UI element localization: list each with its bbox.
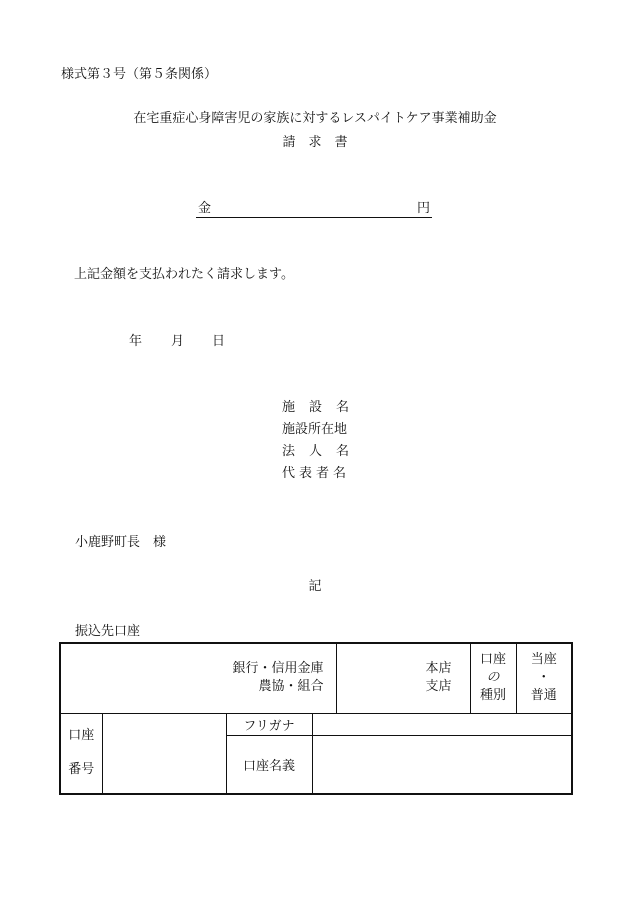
account-type-line2: の (486, 670, 500, 686)
request-statement: 上記金額を支払われたく請求します。 (74, 267, 294, 282)
account-number-label (60, 713, 102, 794)
bank-account-table (59, 642, 573, 795)
document-title: 在宅重症心身障害児の家族に対するレスパイトケア事業補助金 (133, 111, 497, 126)
record-mark: 記 (308, 579, 322, 594)
bank-type-line1: 銀行・信用金庫 (232, 661, 324, 677)
representative-name-label: 代表者名 (282, 466, 351, 481)
bank-type-line2: 農協・組合 (258, 679, 324, 695)
holder-cell[interactable] (312, 735, 572, 794)
deposit-line1: 当座 (530, 652, 557, 668)
facility-name-label: 施設名 (282, 400, 364, 415)
branch-line1: 本店 (425, 661, 452, 677)
account-type-line3: 種別 (480, 688, 507, 704)
deposit-line3: 普通 (530, 688, 557, 704)
branch-name-cell[interactable] (336, 643, 470, 713)
date-year: 年 (129, 334, 143, 349)
holder-label: 口座名義 (226, 735, 312, 794)
date-day: 日 (212, 334, 226, 349)
furigana-cell[interactable] (312, 713, 572, 735)
deposit-type-cell[interactable] (516, 643, 572, 713)
date-month: 月 (171, 334, 185, 349)
document-subtitle: 請 求 書 (282, 135, 348, 150)
account-type-label-cell (470, 643, 516, 713)
furigana-label: フリガナ (226, 713, 312, 735)
account-number-cell[interactable] (102, 713, 226, 794)
facility-address-label: 施設所在地 (282, 422, 348, 437)
applicant-block (282, 401, 363, 489)
form-number: 様式第３号（第５条関係） (61, 67, 218, 82)
addressee: 小鹿野町長 様 (75, 535, 167, 550)
branch-line2: 支店 (425, 679, 452, 695)
transfer-heading: 振込先口座 (75, 624, 141, 639)
amount-suffix: 円 (416, 201, 430, 216)
bank-name-cell[interactable] (60, 643, 336, 713)
amount-field[interactable] (196, 201, 432, 218)
account-type-line1: 口座 (480, 652, 507, 668)
account-number-line2: 番号 (68, 762, 95, 778)
deposit-line2: ・ (537, 670, 551, 686)
amount-prefix: 金 (198, 201, 212, 216)
account-number-line1: 口座 (68, 728, 95, 744)
corporation-name-label: 法人名 (282, 444, 364, 459)
